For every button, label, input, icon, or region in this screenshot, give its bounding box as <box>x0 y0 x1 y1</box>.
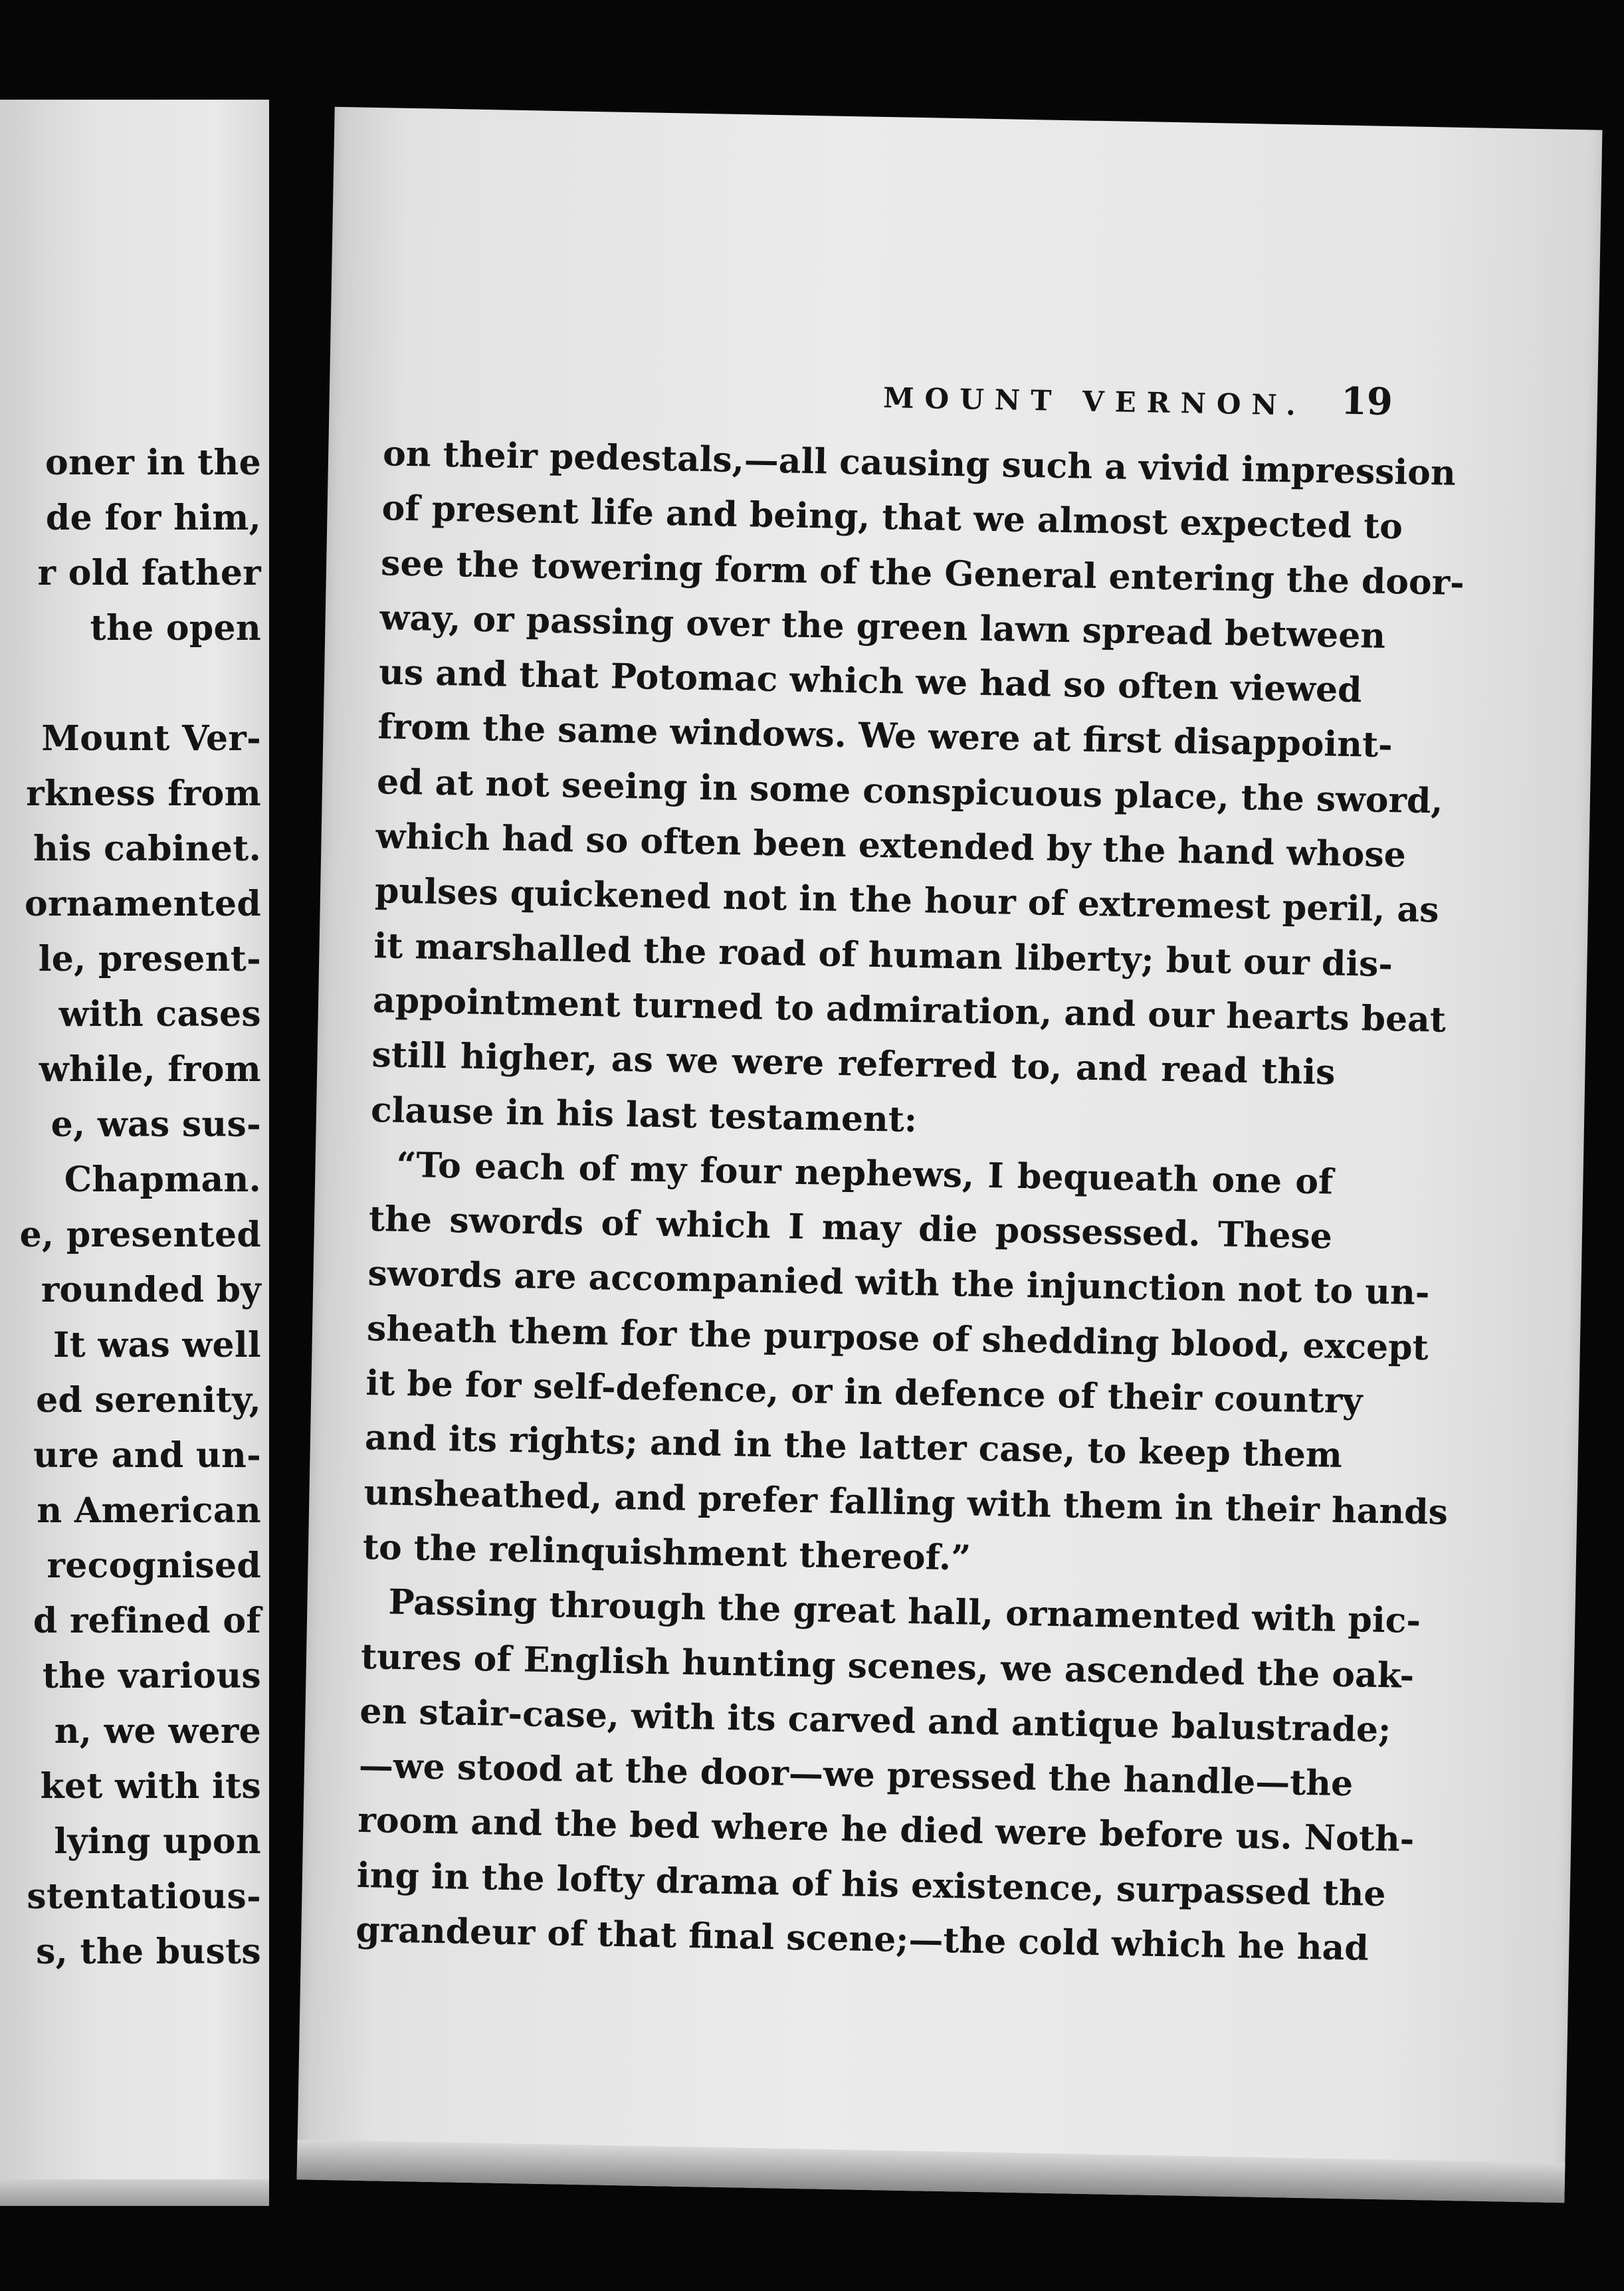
previous-page-line: ornamented <box>25 884 261 924</box>
previous-page-line: while, from <box>39 1049 261 1090</box>
previous-page-line: d refined of <box>33 1601 261 1641</box>
page-body-text <box>355 427 1465 1975</box>
previous-page-line: lying upon <box>54 1821 261 1862</box>
previous-page-line: the open <box>90 608 261 648</box>
previous-page-line: de for him, <box>45 498 261 538</box>
previous-page-line <box>0 656 261 711</box>
text-line: Passing through the great hall, ornamented with pic- <box>387 1581 1421 1642</box>
text-line: us and that Potomac which we had so often viewed <box>378 652 1363 711</box>
text-line: still higher, as we were referred to, and read this <box>371 1035 1336 1093</box>
previous-page-line: e, was sus- <box>51 1104 261 1145</box>
quote-line: to the relinquishment thereof.” <box>362 1526 971 1579</box>
text-line: appointment turned to admiration, and our hearts beat <box>372 980 1447 1041</box>
text-line: which had so often been extended by the hand whose <box>375 816 1407 876</box>
running-head: MOUNT VERNON. <box>882 381 1307 422</box>
previous-page-line: ket with its <box>40 1766 261 1807</box>
text-line: room and the bed where he died were before us. Noth- <box>357 1800 1415 1860</box>
text-line: —we stood at the door—we pressed the handle—the <box>358 1745 1354 1805</box>
previous-page-line: oner in the <box>45 443 261 483</box>
text-line: way, or passing over the green lawn spread between <box>379 597 1386 656</box>
text-line: en stair-case, with its carved and antique balustrade; <box>359 1690 1391 1751</box>
previous-page-line: n American <box>37 1490 261 1531</box>
previous-page-line: le, present- <box>38 939 261 979</box>
quote-line: swords are accompanied with the injunction not to un- <box>367 1253 1430 1314</box>
quote-line: it be for self-defence, or in defence of their country <box>365 1363 1364 1422</box>
quote-line: the swords of which I may die possessed. These <box>368 1199 1333 1257</box>
previous-page-line: rkness from <box>26 773 261 814</box>
quote-line: unsheathed, and prefer falling with them in their hands <box>363 1472 1449 1533</box>
previous-page-line: Chapman. <box>64 1159 261 1200</box>
text-line: tures of English hunting scenes, we ascended the oak- <box>360 1636 1415 1696</box>
quote-line: “To each of my four nephews, I bequeath one of <box>396 1144 1334 1203</box>
previous-page-line: r old father <box>37 553 261 593</box>
text-line: it marshalled the road of human liberty; but our dis- <box>373 925 1393 985</box>
previous-page-bottom-edge <box>0 2179 269 2206</box>
previous-page-line: It was well <box>53 1325 261 1365</box>
page-bottom-edge <box>297 2140 1566 2203</box>
previous-page-line: rounded by <box>41 1270 261 1310</box>
previous-page-line: his cabinet. <box>33 829 261 869</box>
previous-page-line: e, presented <box>19 1215 261 1255</box>
previous-page-line: n, we were <box>54 1711 261 1751</box>
text-line: from the same windows. We were at first disappoint- <box>377 706 1393 766</box>
page-number: 19 <box>1340 379 1393 425</box>
text-line: see the towering form of the General entering the door- <box>380 542 1465 603</box>
previous-page-line: Mount Ver- <box>41 718 261 759</box>
previous-page-line: stentatious- <box>27 1876 261 1917</box>
previous-page-fragment <box>0 100 269 2206</box>
text-line: ed at not seeing in some conspicuous place, the sword, <box>376 761 1443 822</box>
previous-page-line: s, the busts <box>36 1932 261 1972</box>
text-line: on their pedestals,—all causing such a vivid impression <box>382 433 1457 494</box>
book-page <box>297 107 1603 2203</box>
quote-line: sheath them for the purpose of shedding blood, except <box>366 1308 1429 1368</box>
previous-page-line: ure and un- <box>33 1435 261 1476</box>
text-line: ing in the lofty drama of his existence, surpassed the <box>356 1854 1387 1914</box>
text-line: pulses quickened not in the hour of extremest peril, as <box>374 870 1439 931</box>
previous-page-line: with cases <box>58 994 261 1035</box>
text-line: grandeur of that final scene;—the cold which he had <box>355 1909 1370 1969</box>
previous-page-text <box>0 435 261 1979</box>
previous-page-line: the various <box>42 1656 261 1696</box>
previous-page-line: recognised <box>47 1545 261 1586</box>
quote-line: and its rights; and in the latter case, to keep them <box>364 1417 1343 1476</box>
text-line: clause in his last testament: <box>370 1089 918 1140</box>
previous-page-line: ed serenity, <box>36 1380 261 1421</box>
text-line: of present life and being, that we almost expected to <box>381 488 1403 548</box>
